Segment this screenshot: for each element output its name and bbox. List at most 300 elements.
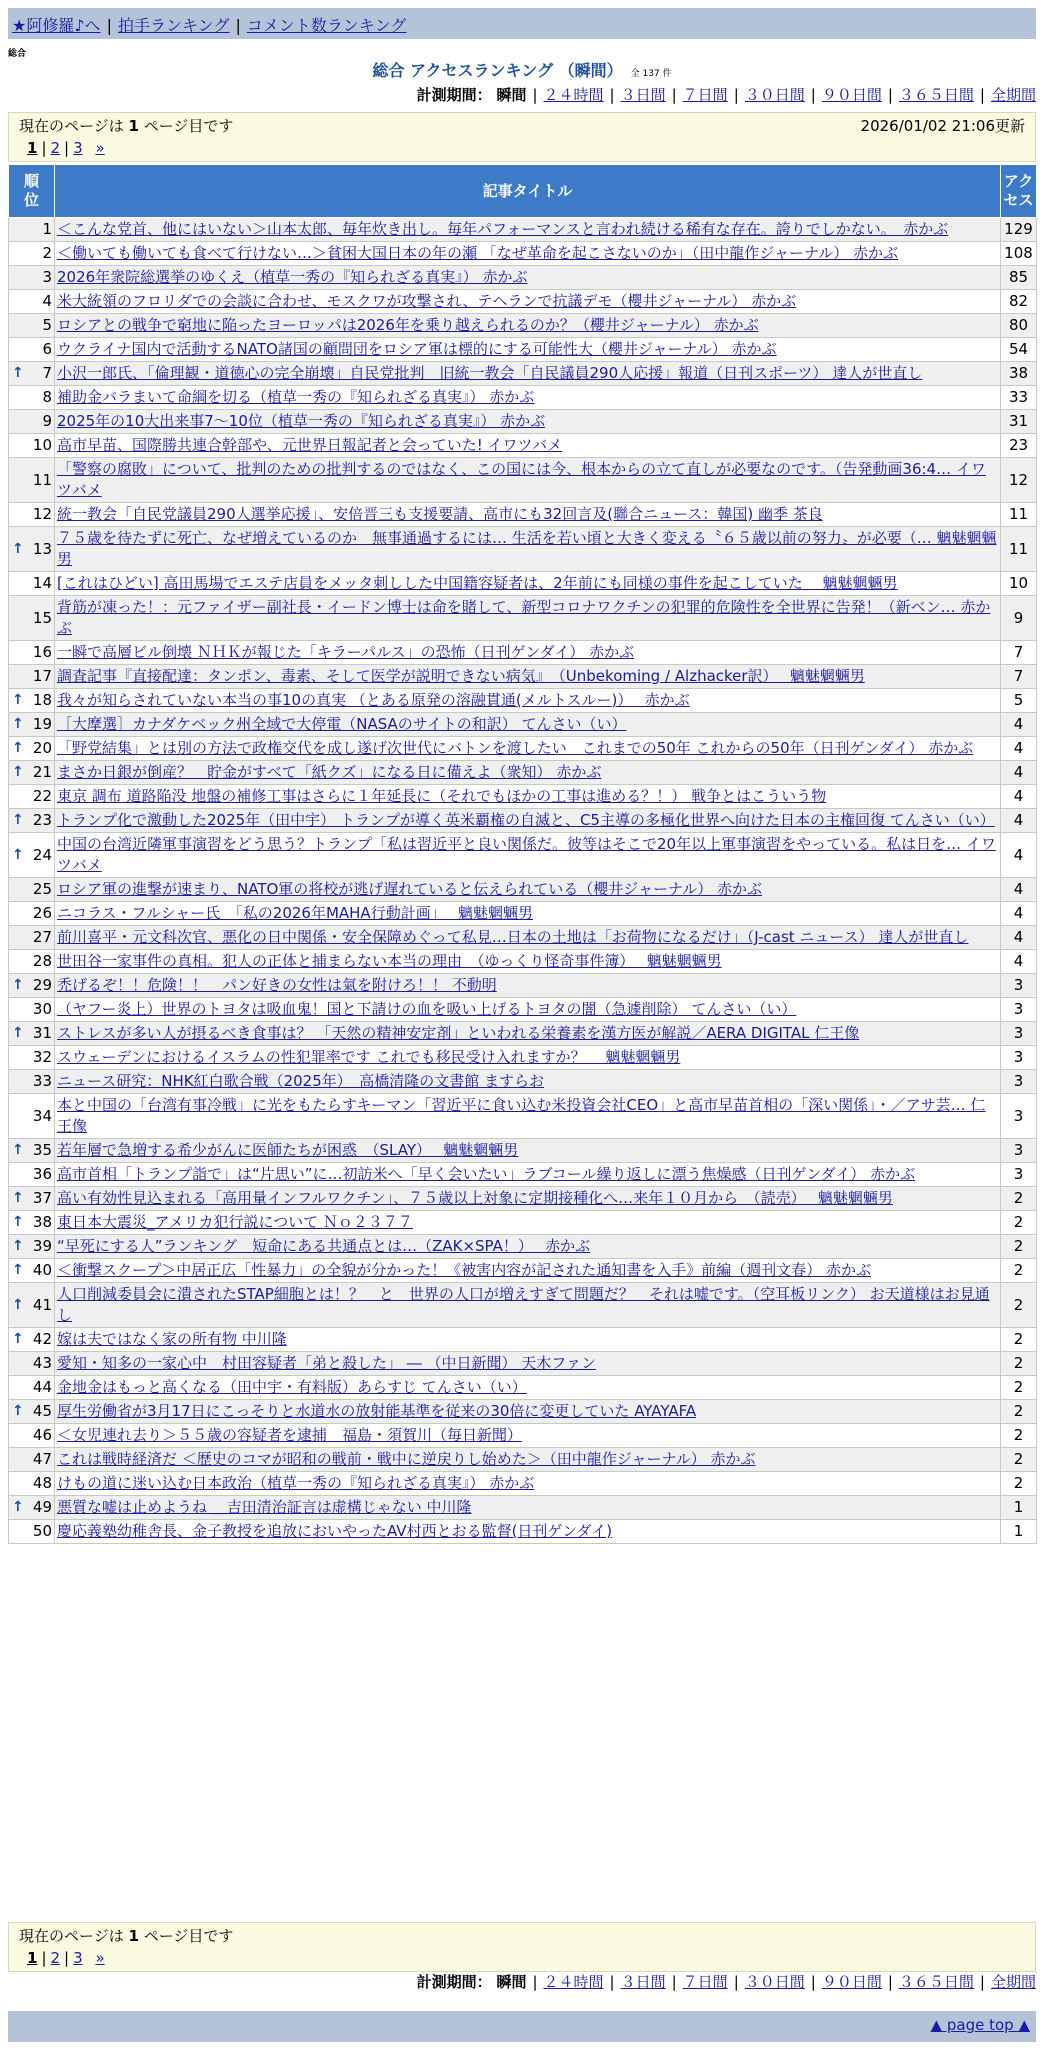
up-arrow-icon: ↑: [12, 1025, 24, 1041]
table-row: [9, 737, 1037, 761]
rank-number: 42: [32, 1330, 52, 1348]
rank-number: 34: [32, 1106, 52, 1125]
table-row: [9, 1235, 1037, 1259]
period-label: 計測期間：: [416, 1973, 492, 1991]
page-status-number: 1: [128, 117, 139, 135]
title-cell: [55, 1187, 1001, 1211]
table-row: [9, 242, 1037, 266]
article-title-link[interactable]: ロシア軍の進撃が速まり、NATO軍の将校が逃げ遅れていると伝えられている（櫻井ジャーナル） 赤かぶ: [57, 880, 763, 898]
table-row: [9, 641, 1037, 665]
access-count-cell: 33: [1001, 386, 1037, 410]
title-cell: [55, 950, 1001, 974]
access-count-cell: 7: [1001, 665, 1037, 689]
period-7d-link[interactable]: ７日間: [682, 86, 728, 104]
period-24h-link[interactable]: ２４時間: [543, 86, 604, 104]
period-90d-link[interactable]: ９０日間: [821, 1973, 882, 1991]
table-row: [9, 1472, 1037, 1496]
access-count-cell: 4: [1001, 950, 1037, 974]
table-row: [9, 998, 1037, 1022]
table-row: [9, 1376, 1037, 1400]
title-cell: [55, 338, 1001, 362]
access-count-cell: 2: [1001, 1424, 1037, 1448]
access-count-cell: 4: [1001, 926, 1037, 950]
rank-cell: [9, 290, 55, 314]
access-count-cell: 3: [1001, 998, 1037, 1022]
table-row: [9, 833, 1037, 878]
article-title-link[interactable]: ＜働いても働いても食べて行けない…＞貧困大国日本の年の瀬 「なぜ革命を起こさないのか」（田中龍作ジャーナル） 赤かぶ: [57, 244, 898, 262]
period-30d-link[interactable]: ３０日間: [744, 1973, 805, 1991]
rank-cell: [9, 1520, 55, 1544]
rank-cell: [9, 1424, 55, 1448]
period-separator: |: [887, 86, 893, 104]
rank-number: 18: [32, 691, 52, 709]
title-cell: [55, 1448, 1001, 1472]
access-count-cell: 10: [1001, 572, 1037, 596]
rank-cell: [9, 1094, 55, 1139]
up-arrow-icon: ↑: [12, 1190, 24, 1206]
period-separator: |: [609, 1973, 615, 1991]
access-count-cell: 5: [1001, 689, 1037, 713]
article-title-link[interactable]: 高い有効性見込まれる「高用量インフルワクチン」、７５歳以上対象に定期接種化へ…来年１０月から （読売） 魑魅魍魎男: [57, 1189, 893, 1207]
article-title-link[interactable]: 「野党結集」とは別の方法で政権交代を成し遂げ次世代にバトンを渡したい これまでの50年 これからの50年（日刊ゲンダイ） 赤かぶ: [57, 739, 974, 757]
title-cell: [55, 527, 1001, 572]
asyura-home-link[interactable]: ★阿修羅♪へ: [12, 16, 101, 35]
article-title-link[interactable]: 統一教会「自民党議員290人選挙応援」、安倍晋三も支援要請、高市にも32回言及(聯合ニュース：韓国) 幽季 茶良: [57, 505, 823, 523]
article-title-link[interactable]: けもの道に迷い込む日本政治（植草一秀の『知られざる真実』） 赤かぶ: [57, 1474, 535, 1492]
ranking-body: [9, 218, 1037, 1544]
rank-number: 14: [32, 574, 52, 592]
rank-cell: [9, 1187, 55, 1211]
table-row: [9, 1211, 1037, 1235]
up-arrow-icon: ↑: [12, 1296, 24, 1313]
article-title-link[interactable]: 前川喜平・元文科次官、悪化の日中関係・安全保障めぐって私見…日本の土地は「お荷物になるだけ」（J-cast ニュース） 達人が世直し: [57, 928, 969, 946]
title-cell: [55, 926, 1001, 950]
up-arrow-icon: ↑: [12, 1403, 24, 1419]
article-title-link[interactable]: [これはひどい] 高田馬場でエステ店員をメッタ刺しした中国籍容疑者は、2年前にも同様の事件を起こしていた 魑魅魍魎男: [57, 574, 898, 592]
table-row: [9, 527, 1037, 572]
article-title-link[interactable]: 東京 調布 道路陥没 地盤の補修工事はさらに１年延長に（それでもほかの工事は進める？！） 戦争とはこういう物: [57, 787, 827, 805]
rank-number: 32: [32, 1048, 52, 1066]
access-count-cell: 12: [1001, 458, 1037, 503]
count-header: アク セス: [1001, 165, 1037, 218]
up-arrow-icon: ↑: [12, 716, 24, 732]
article-title-link[interactable]: 禿げるぞ！！危険！！ パン好きの女性は氣を附けろ！！ 不動明: [57, 976, 497, 994]
period-separator: |: [887, 1973, 893, 1991]
up-arrow-icon: ↑: [12, 365, 24, 381]
rank-cell: [9, 974, 55, 998]
rank-cell: [9, 1283, 55, 1328]
access-count-cell: 11: [1001, 527, 1037, 572]
rank-number: 48: [32, 1474, 52, 1492]
access-count-cell: 108: [1001, 242, 1037, 266]
title-cell: [55, 1520, 1001, 1544]
table-row: [9, 314, 1037, 338]
access-count-cell: 1: [1001, 1520, 1037, 1544]
table-row: [9, 689, 1037, 713]
up-arrow-icon: ↑: [12, 692, 24, 708]
page-status-line: [19, 1925, 1025, 1947]
page-title: 総合 アクセスランキング （瞬間）: [372, 61, 623, 80]
access-count-cell: 2: [1001, 1283, 1037, 1328]
rank-cell: [9, 641, 55, 665]
table-row: [9, 1070, 1037, 1094]
access-count-cell: 2: [1001, 1472, 1037, 1496]
article-title-link[interactable]: 「警察の腐敗」について、批判のための批判するのではなく、この国には今、根本からの立て直しが必要なのです。（告発動画36:4… イワツバメ: [57, 460, 986, 499]
rank-cell: [9, 1259, 55, 1283]
access-count-cell: 31: [1001, 410, 1037, 434]
rank-number: 35: [32, 1141, 52, 1159]
rank-number: 44: [32, 1378, 52, 1396]
table-row: [9, 218, 1037, 242]
page-info-bottom: [8, 1922, 1036, 1972]
up-arrow-icon: ↑: [12, 812, 24, 828]
period-24h-link[interactable]: ２４時間: [543, 1973, 604, 1991]
article-title-link[interactable]: “早死にする人”ランキング 短命にある共通点とは…（ZAK×SPA！） 赤かぶ: [57, 1237, 591, 1255]
period-separator: |: [979, 86, 985, 104]
article-title-link[interactable]: （ヤフー炎上）世界のトヨタは吸血鬼！国と下請けの血を吸い上げるトヨタの闇（急遽削除） てんさい（い）: [57, 1000, 797, 1018]
access-count-cell: 4: [1001, 737, 1037, 761]
page-status-post: ページ目です: [138, 117, 234, 135]
title-cell: [55, 503, 1001, 527]
access-count-cell: 2: [1001, 1211, 1037, 1235]
rank-number: 6: [42, 340, 52, 358]
rank-number: 45: [32, 1402, 52, 1420]
title-cell: [55, 1496, 1001, 1520]
article-title-link[interactable]: ＜衝撃スクープ＞中居正広「性暴力」の全貌が分かった！《被害内容が記された通知書を入手》前編（週刊文春） 赤かぶ: [57, 1261, 872, 1279]
rank-cell: [9, 785, 55, 809]
period-365d-link[interactable]: ３６５日間: [898, 86, 974, 104]
rank-number: 39: [32, 1237, 52, 1255]
article-title-link[interactable]: 本と中国の「台湾有事冷戦」に光をもたらすキーマン「習近平に食い込む米投資会社CEO」と高市早苗首相の「深い関係」・／アサ芸… 仁王像: [57, 1096, 986, 1135]
period-7d-link[interactable]: ７日間: [682, 1973, 728, 1991]
page-status-pre: 現在のページは: [19, 1927, 129, 1945]
comment-ranking-link[interactable]: コメント数ランキング: [246, 16, 407, 35]
table-row: [9, 902, 1037, 926]
article-title-link[interactable]: 嫁は夫ではなく家の所有物 中川隆: [57, 1330, 287, 1348]
article-title-link[interactable]: 金地金はもっと高くなる（田中宇・有料版）あらすじ てんさい（い）: [57, 1378, 527, 1396]
title-cell: [55, 434, 1001, 458]
article-title-link[interactable]: これは戦時経済だ ＜歴史のコマが昭和の戦前・戦中に逆戻りし始めた＞（田中龍作ジャーナル） 赤かぶ: [57, 1450, 756, 1468]
table-row: [9, 410, 1037, 434]
total-count: 全 137 件: [630, 69, 672, 79]
rank-cell: [9, 1235, 55, 1259]
period-3d-link[interactable]: ３日間: [620, 1973, 666, 1991]
rank-number: 36: [32, 1165, 52, 1183]
rank-cell: [9, 737, 55, 761]
rank-number: 9: [42, 412, 52, 430]
article-title-link[interactable]: 2025年の10大出来事7～10位（植草一秀の『知られざる真実』） 赤かぶ: [57, 412, 546, 430]
article-title-link[interactable]: 若年層で急増する希少がんに医師たちが困惑 （SLAY） 魑魅魍魎男: [57, 1141, 519, 1159]
rank-number: 22: [32, 787, 52, 805]
title-cell: [55, 1259, 1001, 1283]
article-title-link[interactable]: 愛知・知多の一家心中 村田容疑者「弟と殺した」 ― （中日新聞） 天木ファン: [57, 1354, 597, 1372]
title-cell: [55, 809, 1001, 833]
article-title-link[interactable]: ＜女児連れ去り＞５５歳の容疑者を逮捕 福島・須賀川（毎日新聞）: [57, 1426, 523, 1444]
article-title-link[interactable]: スウェーデンにおけるイスラムの性犯罪率です これでも移民受け入れますか？ 魑魅魍魎男: [57, 1048, 681, 1066]
article-title-link[interactable]: トランプ化で激動した2025年（田中宇） トランプが導く英米覇権の自滅と、C5主導の多極化世界へ向けた日本の主権回復 てんさい（い）: [57, 811, 995, 829]
article-title-link[interactable]: 東日本大震災_アメリカ犯行説について Ｎｏ２３７７: [57, 1213, 413, 1231]
rank-number: 2: [42, 244, 52, 262]
article-title-link[interactable]: 高市早苗、国際勝共連合幹部や、元世界日報記者と会っていた! イワツバメ: [57, 436, 563, 454]
pager-page-3[interactable]: 3: [73, 1949, 83, 1967]
article-title-link[interactable]: 背筋が凍った！：元ファイザー副社長・イードン博士は命を賭して、新型コロナワクチンの犯罪的危険性を全世界に告発！（新ベン… 赤かぶ: [57, 598, 991, 637]
rank-cell: [9, 314, 55, 338]
access-count-cell: 4: [1001, 833, 1037, 878]
up-arrow-icon: ↑: [12, 1214, 24, 1230]
period-selector-bottom: [417, 1971, 1036, 1992]
period-label: 計測期間：: [416, 86, 492, 104]
article-title-link[interactable]: 調査記事『直接配達：タンポン、毒素、そして医学が説明できない病気』 （Unbekoming / Alzhacker訳） 魑魅魍魎男: [57, 667, 865, 685]
article-title-link[interactable]: ニュース研究：NHK紅白歌合戦（2025年） 高橋清隆の文書館 ますらお: [57, 1072, 545, 1090]
article-title-link[interactable]: 我々が知らされていない本当の事10の真実 （とある原発の溶融貫通(メルトスルー)） 赤かぶ: [57, 691, 690, 709]
access-count-cell: 3: [1001, 1139, 1037, 1163]
up-arrow-icon: ↑: [12, 1142, 24, 1158]
table-row: [9, 386, 1037, 410]
period-current: 瞬間: [496, 1973, 527, 1991]
applause-ranking-link[interactable]: 拍手ランキング: [117, 16, 230, 35]
period-separator: |: [532, 86, 538, 104]
rank-number: 16: [32, 643, 52, 661]
access-count-cell: 2: [1001, 1259, 1037, 1283]
up-arrow-icon: ↑: [12, 540, 24, 557]
rank-cell: [9, 1070, 55, 1094]
rank-cell: [9, 218, 55, 242]
category-label: 総合: [8, 49, 27, 59]
article-title-link[interactable]: ＜こんな党首、他にはいない＞山本太郎、毎年炊き出し。毎年パフォーマンスと言われ続ける稀有な存在。誇りでしかない。 赤かぶ: [57, 220, 949, 238]
article-title-link[interactable]: 中国の台湾近隣軍事演習をどう思う？トランプ「私は習近平と良い関係だ。彼等はそこで20年以上軍事演習をやっている。私は日を… イワツバメ: [57, 835, 996, 874]
title-cell: [55, 1352, 1001, 1376]
page-title-row: [0, 58, 1044, 81]
footer-bar: [8, 2011, 1036, 2042]
rank-cell: [9, 1211, 55, 1235]
pager-page-3[interactable]: 3: [73, 139, 83, 157]
up-arrow-icon: ↑: [12, 764, 24, 780]
rank-cell: [9, 689, 55, 713]
article-title-link[interactable]: 慶応義塾幼稚舎長、金子教授を追放においやったAV村西とおる監督(日刊ゲンダイ): [57, 1522, 613, 1540]
table-row: [9, 665, 1037, 689]
title-cell: [55, 998, 1001, 1022]
access-count-cell: 4: [1001, 713, 1037, 737]
rank-cell: [9, 809, 55, 833]
table-row: [9, 1496, 1037, 1520]
title-cell: [55, 974, 1001, 998]
rank-cell: [9, 1376, 55, 1400]
rank-cell: [9, 1496, 55, 1520]
article-title-link[interactable]: 世田谷一家事件の真相。犯人の正体と捕まらない本当の理由 （ゆっくり怪奇事件簿） 魑魅魍魎男: [57, 952, 722, 970]
access-count-cell: 80: [1001, 314, 1037, 338]
period-all-link[interactable]: 全期間: [990, 1973, 1036, 1991]
rank-number: 49: [32, 1498, 52, 1516]
page-status-number: 1: [128, 1927, 139, 1945]
rank-cell: [9, 503, 55, 527]
article-title-link[interactable]: 一瞬で高層ビル倒壊 ＮＨＫが報じた「キラーパルス」の恐怖（日刊ゲンダイ） 赤かぶ: [57, 643, 635, 661]
rank-number: 23: [32, 811, 52, 829]
table-row: [9, 785, 1037, 809]
title-cell: [55, 665, 1001, 689]
rank-cell: [9, 665, 55, 689]
table-row: [9, 1094, 1037, 1139]
table-row: [9, 1352, 1037, 1376]
rank-cell: [9, 338, 55, 362]
rank-number: 50: [32, 1522, 52, 1540]
article-title-link[interactable]: ウクライナ国内で活動するNATO諸国の顧問団をロシア軍は標的にする可能性大（櫻井ジャーナル） 赤かぶ: [57, 340, 777, 358]
article-title-link[interactable]: まさか日銀が倒産？ 貯金がすべて「紙クズ」になる日に備えよ（衆知） 赤かぶ: [57, 763, 602, 781]
pager-next[interactable]: »: [95, 139, 105, 157]
access-count-cell: 82: [1001, 290, 1037, 314]
table-row: [9, 338, 1037, 362]
rank-number: 33: [32, 1072, 52, 1090]
table-row: [9, 974, 1037, 998]
article-title-link[interactable]: ストレスが多い人が摂るべき食事は？ 「天然の精神安定剤」といわれる栄養素を漢方医が解説／AERA DIGITAL 仁王像: [57, 1024, 860, 1042]
title-cell: [55, 833, 1001, 878]
article-title-link[interactable]: ［大摩選］カナダケベック州全域で大停電（NASAのサイトの和訳） てんさい（い）: [57, 715, 627, 733]
access-count-cell: 2: [1001, 1400, 1037, 1424]
rank-cell: [9, 1448, 55, 1472]
period-separator: |: [671, 86, 677, 104]
table-row: [9, 1187, 1037, 1211]
period-3d-link[interactable]: ３日間: [620, 86, 666, 104]
page-info-top: [8, 112, 1036, 162]
table-header-row: [9, 165, 1037, 218]
rank-number: 8: [42, 388, 52, 406]
rank-number: 13: [32, 539, 52, 558]
period-90d-link[interactable]: ９０日間: [821, 86, 882, 104]
table-row: [9, 1163, 1037, 1187]
period-separator: |: [810, 1973, 816, 1991]
rank-number: 7: [42, 364, 52, 382]
nav-separator: |: [235, 16, 241, 35]
access-count-cell: 4: [1001, 809, 1037, 833]
table-row: [9, 1328, 1037, 1352]
article-title-link[interactable]: 厚生労働省が3月17日にこっそりと水道水の放射能基準を従来の30倍に変更していた AYAYAFA: [57, 1402, 697, 1420]
period-separator: |: [609, 86, 615, 104]
title-cell: [55, 218, 1001, 242]
article-title-link[interactable]: ニコラス・フルシャー氏 「私の2026年MAHA行動計画」 魑魅魍魎男: [57, 904, 533, 922]
rank-number: 17: [32, 667, 52, 685]
access-count-cell: 54: [1001, 338, 1037, 362]
article-title-link[interactable]: 補助金バラまいて命綱を切る（植草一秀の『知られざる真実』） 赤かぶ: [57, 388, 535, 406]
rank-cell: [9, 926, 55, 950]
access-count-cell: 3: [1001, 1070, 1037, 1094]
table-row: [9, 1448, 1037, 1472]
table-row: [9, 596, 1037, 641]
title-cell: [55, 290, 1001, 314]
pager-page-2[interactable]: 2: [50, 1949, 61, 1967]
pager-next[interactable]: »: [95, 1949, 105, 1967]
period-separator: |: [733, 86, 739, 104]
title-cell: [55, 1094, 1001, 1139]
rank-number: 1: [42, 220, 52, 238]
rank-number: 25: [32, 880, 52, 898]
title-cell: [55, 1139, 1001, 1163]
title-cell: [55, 1376, 1001, 1400]
rank-cell: [9, 386, 55, 410]
table-row: [9, 266, 1037, 290]
rank-number: 47: [32, 1450, 52, 1468]
period-separator: |: [532, 1973, 538, 1991]
title-cell: [55, 1235, 1001, 1259]
table-row: [9, 1424, 1037, 1448]
rank-cell: [9, 1139, 55, 1163]
rank-cell: [9, 1400, 55, 1424]
period-separator: |: [810, 86, 816, 104]
access-count-cell: 129: [1001, 218, 1037, 242]
updated-timestamp: 2026/01/02 21:06更新: [860, 117, 1025, 135]
title-cell: [55, 737, 1001, 761]
article-title-link[interactable]: 悪質な嘘は止めようね ＿吉田清治証言は虚構じゃない 中川隆: [57, 1498, 472, 1516]
table-row: [9, 1139, 1037, 1163]
rank-cell: [9, 242, 55, 266]
table-row: [9, 878, 1037, 902]
title-cell: [55, 458, 1001, 503]
period-separator: |: [733, 1973, 739, 1991]
title-cell: [55, 689, 1001, 713]
article-title-link[interactable]: ７５歳を待たずに死亡、なぜ増えているのか 無事通過するには… 生活を若い頃と大きく変える〝６５歳以前の努力〟が必要（… 魑魅魍魎男: [57, 529, 997, 568]
access-count-cell: 4: [1001, 902, 1037, 926]
pager-current-page: 1: [27, 139, 38, 157]
pager-page-2[interactable]: 2: [50, 139, 61, 157]
title-cell: [55, 1472, 1001, 1496]
article-title-link[interactable]: 2026年衆院総選挙のゆくえ（植草一秀の『知られざる真実』） 赤かぶ: [57, 268, 528, 286]
rank-cell: [9, 1328, 55, 1352]
article-title-link[interactable]: 米大統領のフロリダでの会談に合わせ、モスクワが攻撃され、テヘランで抗議デモ（櫻井ジャーナル） 赤かぶ: [57, 292, 797, 310]
article-title-link[interactable]: 人口削減委員会に潰されたSTAP細胞とは！？ と 世界の人口が増えすぎて問題だ？ それは嘘です。（空耳板リンク） お天道様はお見通し: [57, 1285, 990, 1324]
title-cell: [55, 596, 1001, 641]
rank-cell: [9, 434, 55, 458]
access-count-cell: 3: [1001, 1094, 1037, 1139]
rank-number: 40: [32, 1261, 52, 1279]
rank-cell: [9, 266, 55, 290]
rank-cell: [9, 713, 55, 737]
access-count-cell: 3: [1001, 1022, 1037, 1046]
rank-number: 15: [32, 608, 52, 627]
rank-number: 11: [32, 470, 52, 489]
title-cell: [55, 761, 1001, 785]
period-separator: |: [979, 1973, 985, 1991]
title-cell: [55, 1211, 1001, 1235]
table-row: [9, 290, 1037, 314]
table-row: [9, 572, 1037, 596]
access-count-cell: 85: [1001, 266, 1037, 290]
article-title-link[interactable]: ロシアとの戦争で窮地に陥ったヨーロッパは2026年を乗り越えられるのか？（櫻井ジャーナル） 赤かぶ: [57, 316, 759, 334]
rank-number: 21: [32, 763, 52, 781]
article-title-link[interactable]: 高市首相「トランプ詣で」は“片思い”に…初訪米へ「早く会いたい」ラブコール繰り返しに漂う焦燥感（日刊ゲンダイ） 赤かぶ: [57, 1165, 916, 1183]
table-row: [9, 1046, 1037, 1070]
rank-number: 3: [42, 268, 52, 286]
rank-number: 41: [32, 1295, 52, 1314]
table-row: [9, 809, 1037, 833]
access-count-cell: 2: [1001, 1448, 1037, 1472]
rank-cell: [9, 950, 55, 974]
rank-cell: [9, 410, 55, 434]
period-all-link[interactable]: 全期間: [990, 86, 1036, 104]
access-count-cell: 2: [1001, 1328, 1037, 1352]
rank-number: 46: [32, 1426, 52, 1444]
rank-number: 20: [32, 739, 52, 757]
table-row: [9, 1400, 1037, 1424]
title-cell: [55, 362, 1001, 386]
article-title-link[interactable]: 小沢一郎氏、「倫理観・道徳心の完全崩壊」自民党批判 旧統一教会「自民議員290人応援」報道（日刊スポーツ） 達人が世直し: [57, 364, 923, 382]
period-30d-link[interactable]: ３０日間: [744, 86, 805, 104]
ranking-table: [8, 164, 1037, 1544]
title-cell: [55, 266, 1001, 290]
period-selector-top: [417, 84, 1036, 105]
table-row: [9, 761, 1037, 785]
period-365d-link[interactable]: ３６５日間: [898, 1973, 974, 1991]
rank-cell: [9, 1163, 55, 1187]
title-cell: [55, 641, 1001, 665]
page-top-link[interactable]: ▲ page top ▲: [930, 2016, 1030, 2034]
